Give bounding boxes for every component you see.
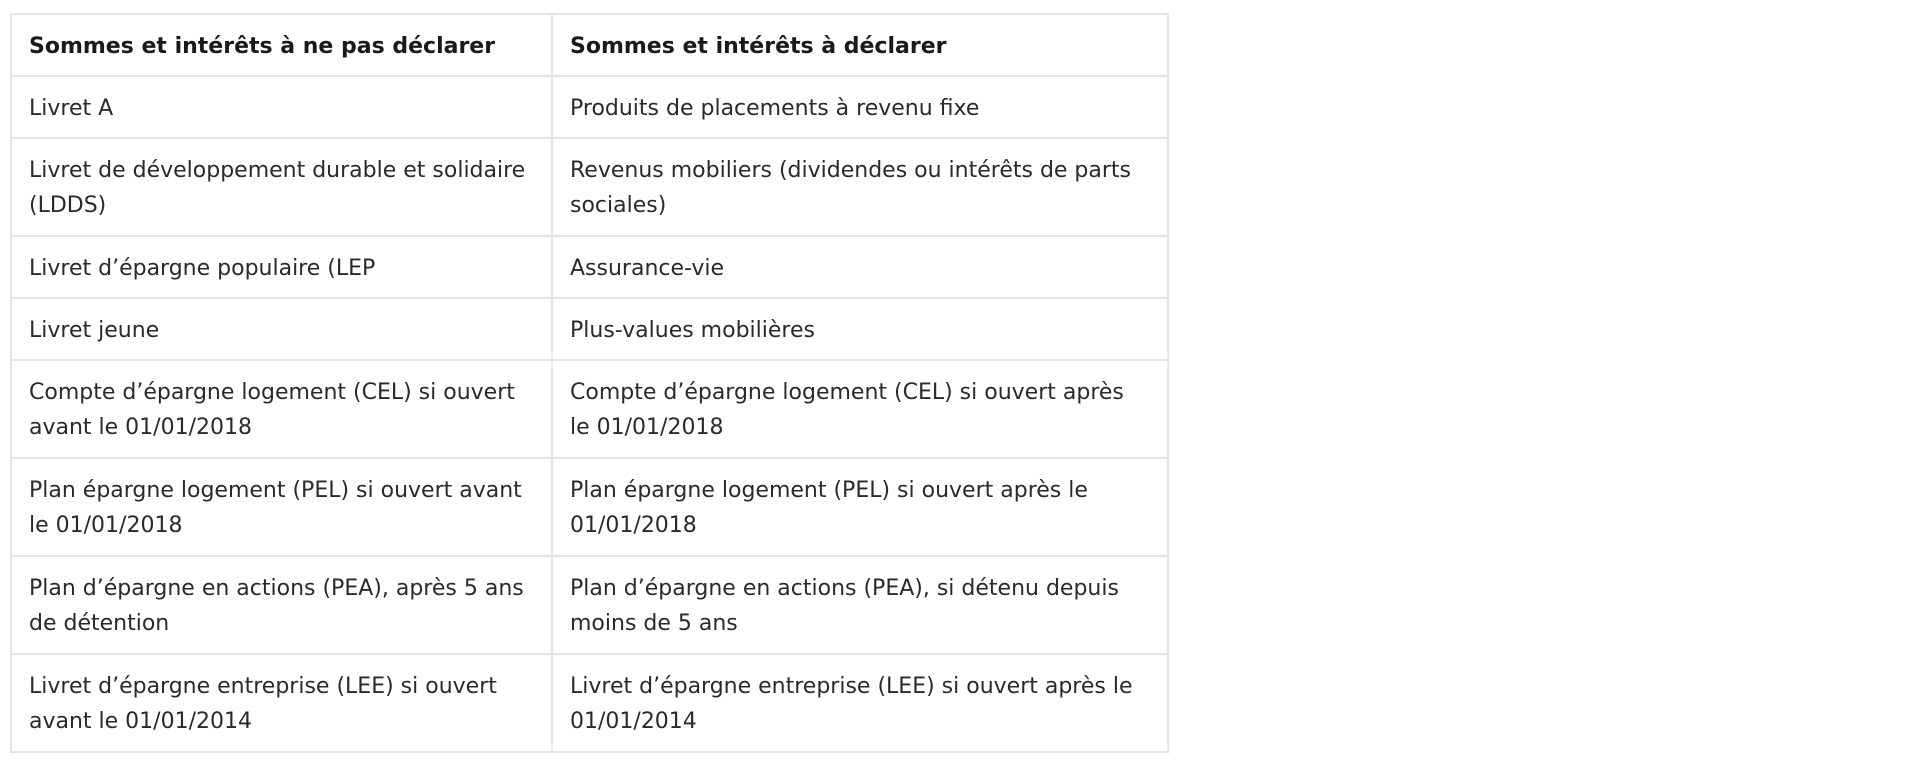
cell-declared: Produits de placements à revenu fixe: [552, 76, 1168, 138]
cell-not-declared: Livret A: [11, 76, 552, 138]
savings-table-container: [10, 13, 1169, 753]
table-row: [11, 458, 1168, 556]
header-not-declared: Sommes et intérêts à ne pas déclarer: [11, 14, 552, 76]
cell-declared: Compte d’épargne logement (CEL) si ouvert après le 01/01/2018: [552, 360, 1168, 458]
cell-declared: Plan épargne logement (PEL) si ouvert après le 01/01/2018: [552, 458, 1168, 556]
table-row: [11, 654, 1168, 752]
table-row: [11, 236, 1168, 298]
cell-not-declared: Livret jeune: [11, 298, 552, 360]
cell-not-declared: Compte d’épargne logement (CEL) si ouvert avant le 01/01/2018: [11, 360, 552, 458]
cell-declared: Assurance-vie: [552, 236, 1168, 298]
cell-not-declared: Plan épargne logement (PEL) si ouvert avant le 01/01/2018: [11, 458, 552, 556]
cell-declared: Livret d’épargne entreprise (LEE) si ouvert après le 01/01/2014: [552, 654, 1168, 752]
cell-not-declared: Livret d’épargne populaire (LEP: [11, 236, 552, 298]
table-row: [11, 298, 1168, 360]
cell-not-declared: Livret d’épargne entreprise (LEE) si ouvert avant le 01/01/2014: [11, 654, 552, 752]
table-header-row: [11, 14, 1168, 76]
cell-not-declared: Livret de développement durable et solidaire (LDDS): [11, 138, 552, 236]
table-row: [11, 76, 1168, 138]
cell-not-declared: Plan d’épargne en actions (PEA), après 5 ans de détention: [11, 556, 552, 654]
cell-declared: Revenus mobiliers (dividendes ou intérêts de parts sociales): [552, 138, 1168, 236]
header-declared: Sommes et intérêts à déclarer: [552, 14, 1168, 76]
table-row: [11, 360, 1168, 458]
cell-declared: Plus-values mobilières: [552, 298, 1168, 360]
table-row: [11, 556, 1168, 654]
table-row: [11, 138, 1168, 236]
savings-declaration-table: [10, 13, 1169, 753]
cell-declared: Plan d’épargne en actions (PEA), si détenu depuis moins de 5 ans: [552, 556, 1168, 654]
